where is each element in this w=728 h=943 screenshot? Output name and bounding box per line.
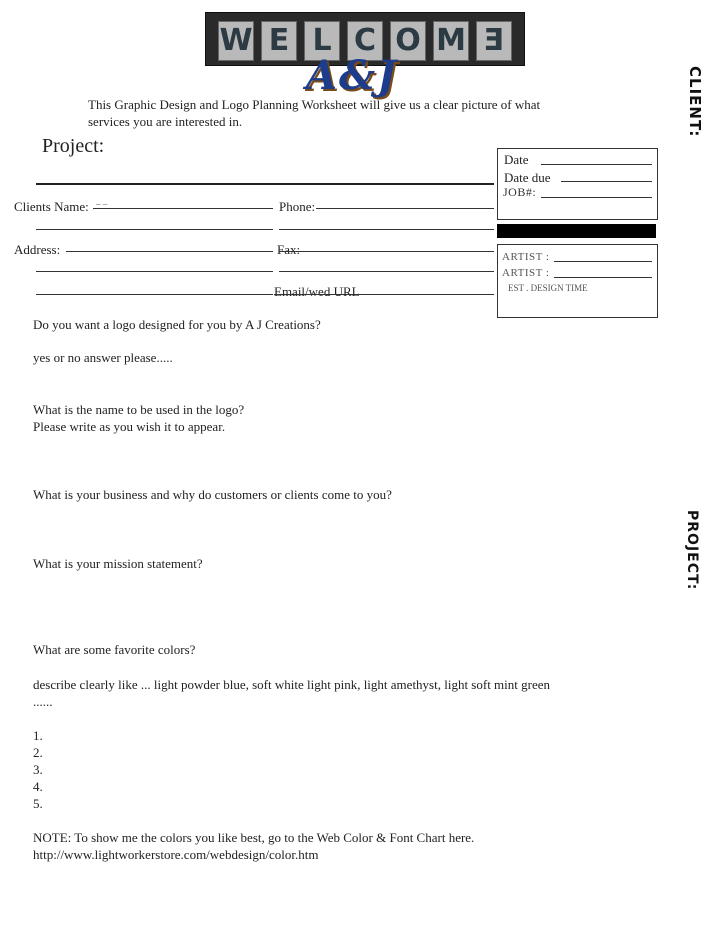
address-line-3[interactable] [36,294,273,295]
phone-line[interactable] [316,208,494,209]
color-item: 2. [33,745,43,760]
intro-line-2: services you are interested in. [88,114,243,129]
question-colors-hint-cont: ...... [33,694,53,709]
logo-letter: E [476,21,512,61]
fax-label: Fax: [277,242,301,257]
date-label: Date [504,152,529,167]
logo-letter: L [304,21,340,61]
project-input[interactable] [36,165,496,185]
logo-letter: E [261,21,297,61]
clients-name-value: _ _ [96,196,108,206]
question-logo-design-hint: yes or no answer please..... [33,350,173,365]
logo-letter: C [347,21,383,61]
project-label: Project: [42,135,105,157]
color-item: 3. [33,762,43,777]
question-mission: What is your mission statement? [33,556,203,571]
intro-line-1: This Graphic Design and Logo Planning Worksheet will give us a clear picture of what [88,97,541,112]
divider-bar [497,224,656,238]
clients-name-label: Clients Name: [14,199,89,214]
artist-box [497,244,658,318]
date-line[interactable] [541,164,652,165]
name-line-2[interactable] [36,229,273,230]
address-line[interactable] [66,251,273,252]
email-label: Email/wed URL [274,284,360,299]
color-item: 1. [33,728,43,743]
project-side-label: PROJECT: [684,510,700,591]
email-line[interactable] [274,294,494,295]
fax-line[interactable] [279,251,494,252]
date-box [497,148,658,220]
artist-line-2[interactable] [554,277,652,278]
artist-label-1: ARTIST : [502,251,550,263]
aj-monogram: A&J [305,52,399,99]
job-label: JOB#: [503,185,537,199]
color-item: 5. [33,796,43,811]
welcome-logo [205,12,525,99]
phone-line-2[interactable] [279,229,494,230]
logo-letter: M [433,21,469,61]
est-design-time-label: EST . DESIGN TIME [508,283,588,293]
date-due-line[interactable] [561,181,652,182]
logo-letter: O [390,21,426,61]
job-line[interactable] [541,197,652,198]
question-logo-design: Do you want a logo designed for you by A J Creations? [33,317,321,332]
logo-letter: W [218,21,254,61]
question-colors: What are some favorite colors? [33,642,196,657]
phone-label: Phone: [279,199,316,214]
question-colors-hint: describe clearly like ... light powder blue, soft white light pink, light amethyst, light soft mint green [33,677,551,692]
address-line-2[interactable] [36,271,273,272]
note-text: NOTE: To show me the colors you like best, go to the Web Color & Font Chart here. [33,830,475,845]
color-chart-link[interactable]: http://www.lightworkerstore.com/webdesign/color.htm [33,847,319,862]
project-field[interactable] [36,165,492,183]
artist-line-1[interactable] [554,261,652,262]
artist-label-2: ARTIST : [502,267,550,279]
address-label: Address: [14,242,61,257]
date-due-label: Date due [504,170,551,185]
question-business: What is your business and why do customers or clients come to you? [33,487,392,502]
color-item: 4. [33,779,43,794]
clients-name-line[interactable] [93,208,273,209]
question-logo-name: What is the name to be used in the logo? [33,402,245,417]
client-side-label: CLIENT: [686,66,704,138]
fax-line-2[interactable] [279,271,494,272]
question-logo-name-hint: Please write as you wish it to appear. [33,419,226,434]
